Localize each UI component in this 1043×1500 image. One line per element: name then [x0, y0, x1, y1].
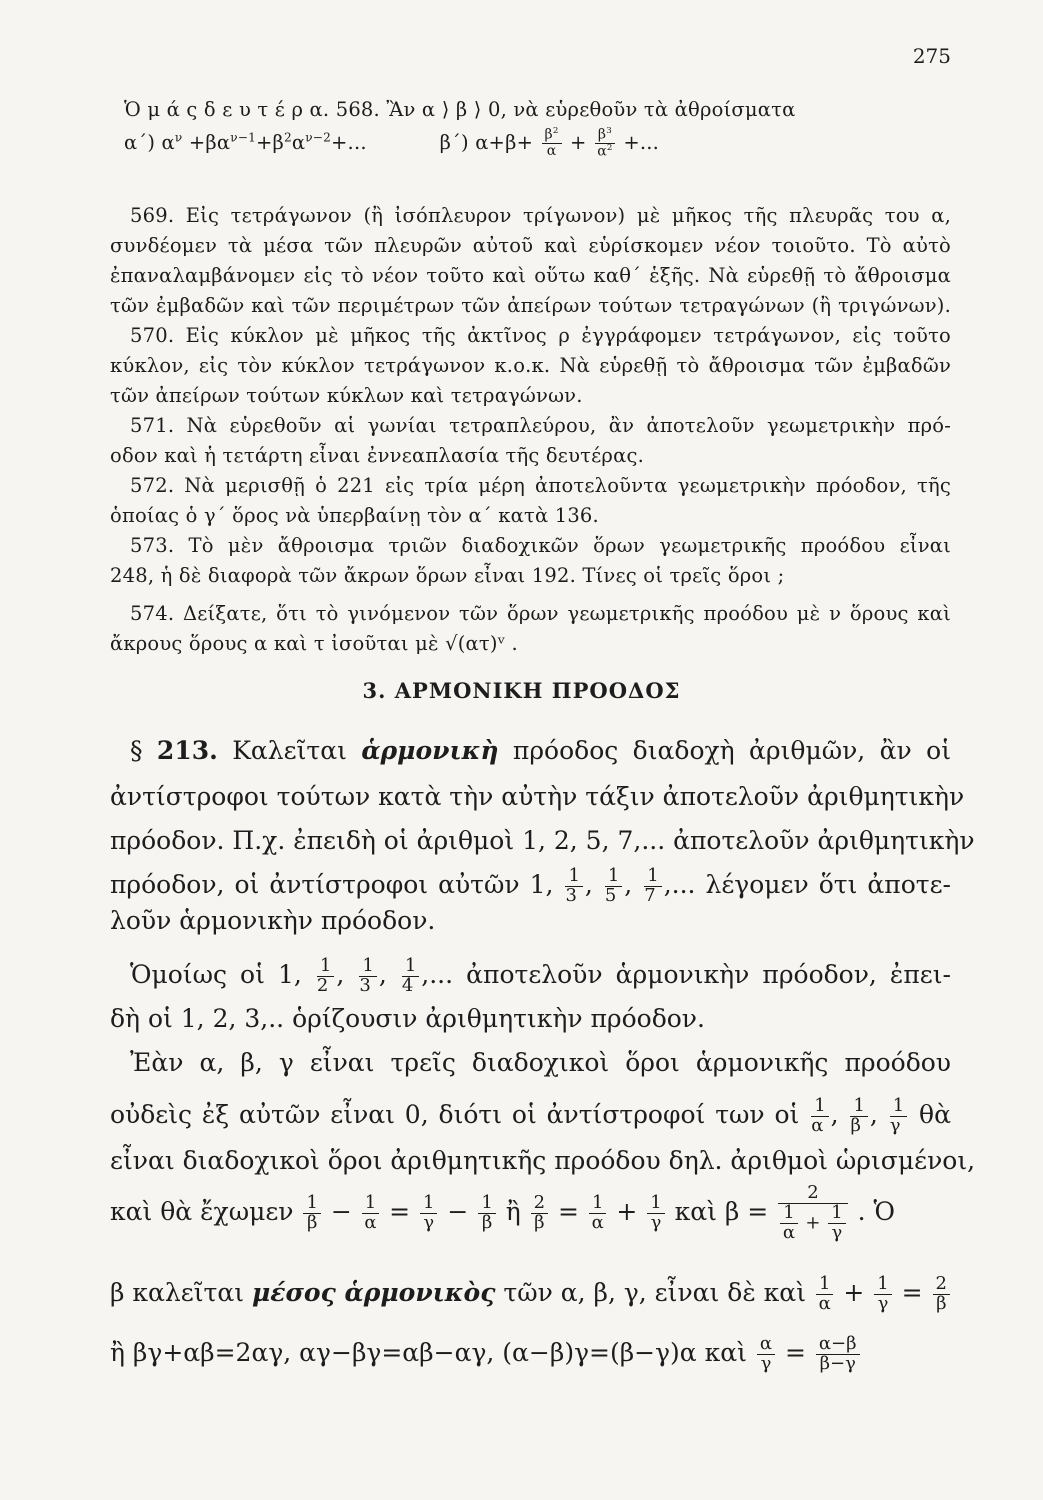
exercise-570-line1: 570. Εἰς κύκλον μὲ μῆκος τῆς ἀκτῖνος ρ ἐγγράφομεν τετράγωνον, εἰς τοῦτο	[130, 324, 951, 347]
page-number: 275	[912, 44, 951, 68]
fraction: $\frac{1}{\gamma}$	[420, 1194, 437, 1233]
example-line2: δὴ οἱ 1, 2, 3,.. ὁρίζουσιν ἀριθμητικὴν πρόοδον.	[110, 1004, 705, 1033]
definition-line1: § 213. Καλεῖται ἁρμονικὴ πρόοδος διαδοχὴ ἀριθμῶν, ἂν οἱ	[130, 736, 951, 765]
theorem-line3: εἶναι διαδοχικοὶ ὅροι ἀριθμητικῆς προόδου δηλ. ἀριθμοὶ ὡρισμένοι,	[110, 1146, 976, 1175]
fraction: $\frac{1}{3}$	[359, 957, 376, 996]
fraction: $\frac{1}{\beta}$	[850, 1097, 867, 1136]
exercise-570-line3: τῶν ἀπείρων τούτων κύκλων καὶ τετραγώνων.	[110, 384, 583, 407]
section-heading: 3. ΑΡΜΟΝΙΚΗ ΠΡΟΟΔΟΣ	[362, 678, 681, 703]
exercise-569-line4: τῶν ἐμβαδῶν καὶ τῶν περιμέτρων τῶν ἀπείρων τούτων τετραγώνων (ἢ τριγώνων).	[110, 294, 951, 317]
theorem-line2: οὐδεὶς ἐξ αὐτῶν εἶναι 0, διότι οἱ ἀντίστροφοί των οἱ $\frac{1}{\alpha}$ , $\frac{1}{\beta}$ , $\frac{1}{\gamma}$ θὰ	[110, 1095, 951, 1136]
fraction: $\frac{2}{\beta}$	[933, 1275, 950, 1314]
fraction: $\frac{1}{\gamma}$	[890, 1097, 907, 1136]
fraction: $\frac{1}{\gamma}$	[647, 1194, 664, 1233]
final-equation: ἢ βγ+αβ=2αγ, αγ−βγ=αβ−αγ, (α−β)γ=(β−γ)α καὶ $\frac{\alpha}{\gamma}$ = $\frac{\alpha-\beta}{\beta-\gamma}$	[110, 1330, 951, 1376]
fraction: $\frac{1}{5}$	[605, 867, 622, 906]
fraction: $\frac{\alpha-\beta}{\beta-\gamma}$	[816, 1335, 860, 1374]
exercise-573-line1: 573. Τὸ μὲν ἄθροισμα τριῶν διαδοχικῶν ὅρων γεωμετρικῆς προόδου εἶναι	[130, 534, 951, 557]
formula-b: β΄) α+β+ $\frac{\beta^2}{\alpha}$ + $\frac{\beta^3}{\alpha^2}$ +...	[439, 126, 660, 160]
fraction: $\frac{1}{7}$	[644, 867, 661, 906]
example-line1: Ὁμοίως οἱ 1, $\frac{1}{2}$ , $\frac{1}{3}$ , $\frac{1}{4}$ ,... ἀποτελοῦν ἁρμονικὴν πρόοδον, ἐπει-	[130, 955, 951, 996]
fraction: $\frac{\beta^3}{\alpha^2}$	[595, 127, 615, 159]
fraction: $\frac{1}{\beta}$	[303, 1194, 320, 1233]
fraction: $\frac{\beta^2}{\alpha}$	[542, 127, 562, 158]
theorem-line1: Ἐὰν α, β, γ εἶναι τρεῖς διαδοχικοὶ ὅροι ἁρμονικῆς προόδου	[130, 1048, 951, 1077]
exercise-571-line1: 571. Νὰ εὑρεθοῦν αἱ γωνίαι τετραπλεύρου, ἂν ἀποτελοῦν γεωμετρικὴν πρό-	[130, 414, 951, 437]
definition-line2: ἀντίστροφοι τούτων κατὰ τὴν αὐτὴν τάξιν ἀποτελοῦν ἀριθμητικὴν	[110, 782, 965, 811]
fraction: $\frac{1}{\alpha}$	[780, 1204, 797, 1243]
exercise-573-line2: 248, ἡ δὲ διαφορὰ τῶν ἄκρων ὅρων εἶναι 192. Τίνες οἱ τρεῖς ὅροι ;	[110, 564, 785, 587]
term-harmonic: ἁρμονικὴ	[361, 736, 499, 765]
fraction: $\frac{2}{\beta}$	[531, 1194, 548, 1233]
exercise-574-line2: ἄκρους ὅρους α καὶ τ ἰσοῦται μὲ √(ατ)ᵛ .	[110, 632, 518, 655]
fraction: $\frac{\alpha}{\gamma}$	[757, 1335, 775, 1374]
compound-fraction: 2 $\frac{1}{\alpha}$ + $\frac{1}{\gamma}$	[778, 1184, 847, 1243]
fraction: $\frac{1}{\alpha}$	[589, 1194, 606, 1233]
fraction: $\frac{1}{2}$	[317, 957, 334, 996]
formula-a: α΄) $\alpha^\nu +\beta\alpha^{\nu-1}+\beta^2\alpha^{\nu-2}+$...	[124, 130, 367, 154]
exercise-568-line: Ὁ μ ά ς δ ε υ τ έ ρ α. 568. Ἂν α ⟩ β ⟩ 0, νὰ εὑρεθοῦν τὰ ἀθροίσματα	[124, 98, 796, 121]
exercise-570-line2: κύκλον, εἰς τὸν κύκλον τετράγωνον κ.ο.κ. Νὰ εὑρεθῇ τὸ ἄθροισμα τῶν ἐμβαδῶν	[110, 354, 951, 377]
exercise-568-formulas	[124, 122, 951, 159]
exercise-574-line1: 574. Δείξατε, ὅτι τὸ γινόμενον τῶν ὅρων γεωμετρικῆς προόδου μὲ ν ὅρους καὶ	[130, 602, 951, 625]
fraction: $\frac{1}{\alpha}$	[362, 1194, 379, 1233]
exercise-572-line1: 572. Νὰ μερισθῇ ὁ 221 εἰς τρία μέρη ἀποτελοῦντα γεωμετρικὴν πρόοδον, τῆς	[130, 474, 951, 497]
exercise-572-line2: ὁποίας ὁ γ΄ ὅρος νὰ ὑπερβαίνῃ τὸν α΄ κατὰ 136.	[110, 504, 599, 527]
term-harmonic-mean: μέσος ἁρμονικὸς	[251, 1278, 496, 1307]
fraction: $\frac{1}{\alpha}$	[816, 1275, 833, 1314]
fraction: $\frac{1}{\gamma}$	[828, 1204, 845, 1243]
definition-line4: πρόοδον, οἱ ἀντίστροφοι αὐτῶν 1, $\frac{1}{3}$ , $\frac{1}{5}$ , $\frac{1}{7}$ ,... λέγομεν ὅτι ἀποτε-	[110, 865, 951, 906]
fraction: $\frac{1}{\gamma}$	[874, 1275, 891, 1314]
fraction: $\frac{1}{3}$	[565, 867, 582, 906]
definition-line5: λοῦν ἁρμονικὴν πρόοδον.	[110, 906, 436, 935]
fraction: $\frac{1}{4}$	[402, 957, 419, 996]
exercise-569-line2: συνδέομεν τὰ μέσα τῶν πλευρῶν αὐτοῦ καὶ εὑρίσκομεν νέον τοιοῦτο. Τὸ αὐτὸ	[110, 234, 951, 257]
theorem-equation: καὶ θὰ ἔχωμεν $\frac{1}{\beta}$ − $\frac{1}{\alpha}$ = $\frac{1}{\gamma}$ − $\frac{1}{\beta}$ ἢ $\frac{2}{\beta}$ = $\frac{1}{\alpha}$ + $\frac{1}{\gamma}$ καὶ β = 2 $\frac{1}{\alpha}$ + $\frac{1}{\gamma}$ . Ὁ	[110, 1182, 895, 1243]
harmonic-mean-line: β καλεῖται μέσος ἁρμονικὸς τῶν α, β, γ, εἶναι δὲ καὶ $\frac{1}{\alpha}$ + $\frac{1}{\gamma}$ = $\frac{2}{\beta}$	[110, 1270, 951, 1316]
exercise-569-line1: 569. Εἰς τετράγωνον (ἢ ἰσόπλευρον τρίγωνον) μὲ μῆκος τῆς πλευρᾶς του α,	[130, 204, 951, 227]
exercise-569-line3: ἐπαναλαμβάνομεν εἰς τὸ νέον τοῦτο καὶ οὕτω καθ΄ ἑξῆς. Νὰ εὑρεθῇ τὸ ἄθροισμα	[110, 264, 951, 287]
fraction: $\frac{1}{\alpha}$	[811, 1097, 828, 1136]
exercise-571-line2: οδον καὶ ἡ τετάρτη εἶναι ἐννεαπλασία τῆς δευτέρας.	[110, 444, 644, 467]
definition-line3: πρόοδον. Π.χ. ἐπειδὴ οἱ ἀριθμοὶ 1, 2, 5, 7,... ἀποτελοῦν ἀριθμητικὴν	[110, 826, 975, 855]
fraction: $\frac{1}{\beta}$	[478, 1194, 495, 1233]
